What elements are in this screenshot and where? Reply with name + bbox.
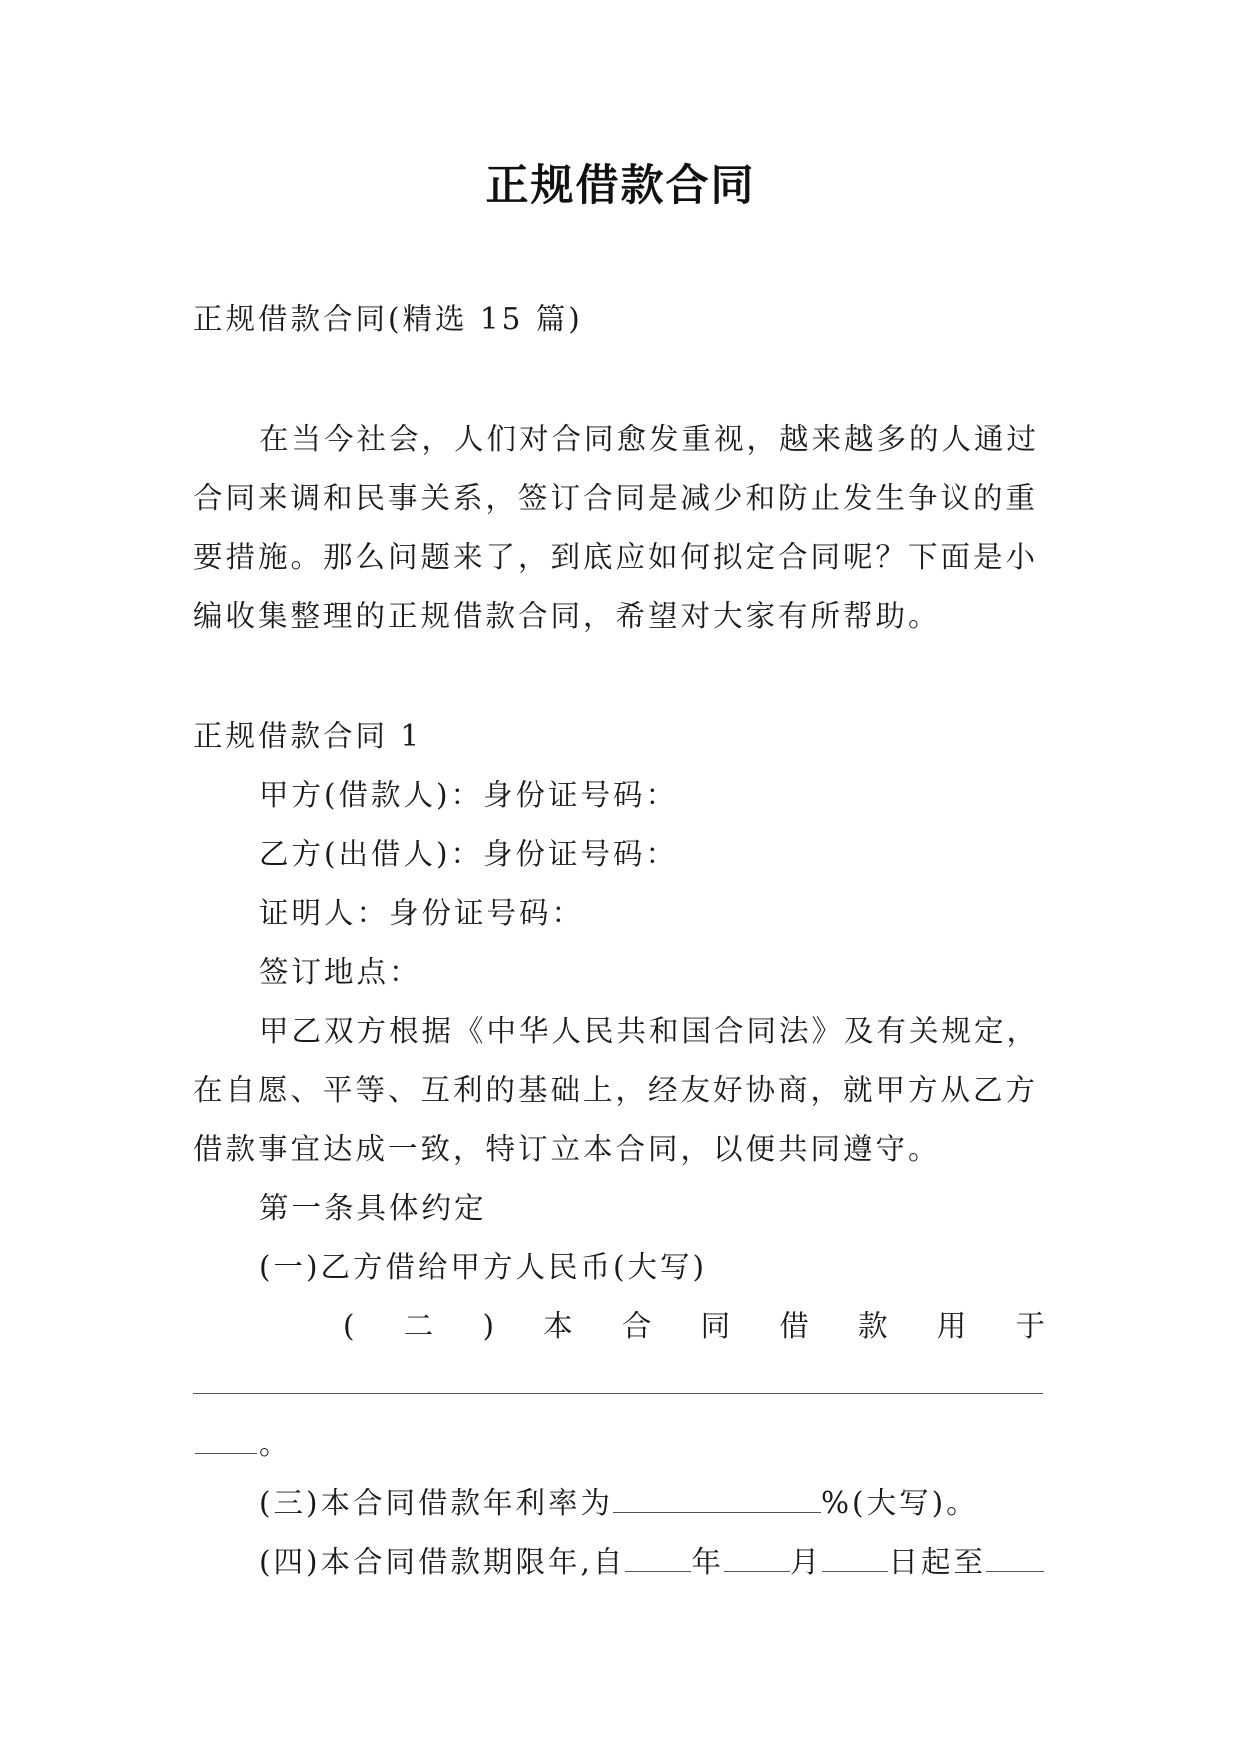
witness-line: 证明人：身份证号码： (259, 896, 585, 930)
fill-in-rule (193, 1393, 1043, 1394)
clause-2-char: 借 (779, 1309, 809, 1343)
clause-2-char: 款 (858, 1309, 888, 1343)
document-body (193, 290, 1053, 1592)
intro-line-2: 合同来调和民事关系，签订合同是减少和防止发生争议的重 (193, 481, 1039, 515)
clause-2-blank-line (193, 1356, 1053, 1415)
clause-2-char: 二 (403, 1309, 434, 1343)
preamble-line-1: 甲乙双方根据《中华人民共和国合同法》及有关规定， (259, 1014, 1040, 1048)
signing-place-line: 签订地点： (259, 955, 422, 989)
document-title: 正规借款合同 (485, 161, 756, 211)
clause-4-month: 月 (789, 1545, 823, 1579)
preamble-line-3: 借款事宜达成一致，特订立本合同，以便共同遵守。 (193, 1132, 941, 1166)
clause-2-char: 于 (1015, 1309, 1045, 1343)
clause-3-start: (三)本合同借款年利率为 (259, 1486, 614, 1520)
month-blank (724, 1549, 790, 1572)
preamble-line-2: 在自愿、平等、互利的基础上，经友好协商，就甲方从乙方 (193, 1073, 1039, 1107)
clause-3-line (193, 1474, 1053, 1533)
clause-4-line (193, 1533, 1053, 1592)
clause-2-char: 同 (700, 1309, 731, 1343)
clause-2-char: ) (482, 1309, 494, 1343)
clause-4-year: 年 (691, 1545, 724, 1579)
fill-in-rule (195, 1452, 257, 1454)
clause-2-end-line (193, 1415, 1053, 1474)
intro-line-4: 编收集整理的正规借款合同，希望对大家有所帮助。 (193, 599, 941, 633)
contract-heading: 正规借款合同 1 (193, 719, 423, 753)
clause-4-day-from: 日起至 (888, 1545, 986, 1579)
clause-2-char: 用 (936, 1309, 967, 1343)
clause-4-start: (四)本合同借款期限年,自 (259, 1545, 626, 1579)
clause-2-end: 。 (259, 1427, 292, 1461)
clause-2-char: 合 (621, 1309, 652, 1343)
day-blank (822, 1549, 888, 1572)
clause-2-char: ( (343, 1309, 355, 1343)
clause-2-char: 本 (543, 1309, 573, 1343)
intro-line-3: 要措施。那么问题来了，到底应如何拟定合同呢？下面是小 (193, 540, 1039, 574)
intro-line-1: 在当今社会，人们对合同愈发重视，越来越多的人通过 (259, 422, 1040, 456)
interest-rate-blank (613, 1490, 821, 1513)
clause-3-end: %(大写)。 (821, 1486, 979, 1520)
party-b-line: 乙方(出借人)：身份证号码： (259, 837, 679, 871)
end-date-blank (986, 1549, 1044, 1572)
clause-1-line: (一)乙方借给甲方人民币(大写) (259, 1250, 708, 1284)
party-a-line: 甲方(借款人)：身份证号码： (259, 778, 679, 812)
year-blank (625, 1549, 691, 1572)
clause-2-line (193, 1297, 1053, 1356)
article-1-heading: 第一条具体约定 (259, 1191, 487, 1225)
document-subtitle: 正规借款合同(精选 15 篇) (193, 302, 583, 336)
